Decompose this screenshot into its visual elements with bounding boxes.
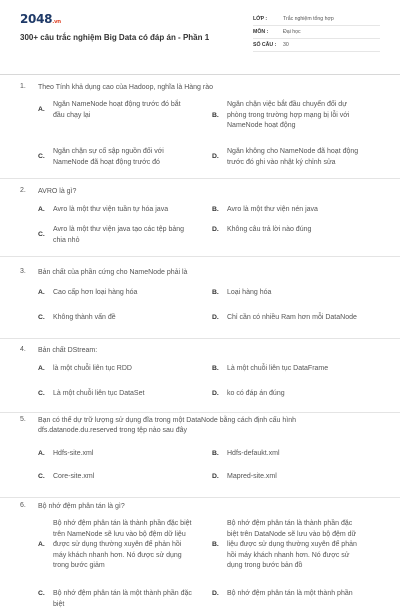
option-text-line: Avro là một thư viện nén java bbox=[227, 206, 318, 213]
meta-row-count bbox=[253, 39, 380, 52]
question-text bbox=[38, 268, 368, 278]
option-text bbox=[227, 589, 353, 600]
question-text-line: Bạn có thể dự trữ lượng sử dụng đĩa trong một DataNode bằng cách định cấu hình bbox=[38, 417, 296, 424]
option-text-line: Ngăn NameNode hoạt động trước đó bắt bbox=[53, 101, 181, 108]
answer-option[interactable] bbox=[38, 313, 203, 324]
option-text-line: là một chuỗi liên tục RDD bbox=[53, 365, 132, 372]
option-letter: B. bbox=[212, 111, 219, 119]
option-text-line: được sử dụng thường xuyên để phản hồi bbox=[53, 541, 182, 548]
question-text-line: Theo Tính khả dụng cao của Hadoop, nghĩa là Hàng rào bbox=[38, 84, 213, 91]
question-text bbox=[38, 416, 368, 436]
option-letter: B. bbox=[212, 206, 219, 213]
option-text bbox=[227, 519, 357, 572]
meta-value: Đại học bbox=[283, 29, 301, 35]
option-text bbox=[53, 449, 93, 460]
option-text bbox=[227, 225, 311, 236]
question-text bbox=[38, 346, 368, 356]
option-text-line: Hdfs-defaukt.xml bbox=[227, 450, 280, 457]
option-text-line: trước đó ghi vào nhật ký chỉnh sửa bbox=[227, 158, 336, 166]
option-text-line: trong bước giảm bbox=[53, 562, 105, 569]
page-title: 300+ câu trắc nghiệm Big Data có đáp án - Phần 1 bbox=[20, 33, 210, 42]
option-text bbox=[53, 472, 94, 483]
option-letter: B. bbox=[212, 289, 219, 296]
meta-table bbox=[253, 13, 380, 52]
option-letter: A. bbox=[38, 365, 45, 372]
answer-option[interactable] bbox=[212, 288, 377, 299]
option-text bbox=[227, 100, 349, 132]
option-text bbox=[227, 147, 358, 168]
answer-option[interactable] bbox=[212, 589, 377, 611]
question-divider bbox=[0, 178, 400, 179]
option-letter: C. bbox=[38, 231, 45, 239]
option-text-line: chia nhỏ bbox=[53, 236, 80, 244]
option-text bbox=[227, 313, 357, 324]
option-text-line: trên NameNode sẽ lưu vào bộ đệm dữ liệu bbox=[53, 530, 186, 538]
meta-value: 30 bbox=[283, 42, 289, 48]
site-logo[interactable] bbox=[20, 12, 61, 26]
option-text-line: đầu chạy lại bbox=[53, 111, 91, 119]
option-text-line: Bộ nhớ đệm phân tán là thành phần đặc bbox=[227, 520, 353, 527]
answer-option[interactable] bbox=[38, 100, 203, 134]
answer-option[interactable] bbox=[212, 449, 377, 460]
option-text-line: biệt trên DataNode sẽ lưu vào bộ đệm dữ bbox=[227, 530, 357, 538]
option-text-line: ko có đáp án đúng bbox=[227, 390, 285, 397]
option-text-line: Ngăn chặn sự cố sập nguồn đối với bbox=[53, 148, 164, 155]
answer-option[interactable] bbox=[212, 472, 377, 483]
option-text-line: Ngăn chặn việc bắt đầu chuyển đổi dự bbox=[227, 101, 347, 108]
option-text bbox=[53, 147, 164, 168]
answer-option[interactable] bbox=[38, 205, 203, 216]
answer-option[interactable] bbox=[38, 364, 203, 375]
option-letter: D. bbox=[212, 153, 219, 161]
question-number: 2. bbox=[20, 187, 26, 194]
answer-option[interactable] bbox=[38, 389, 203, 400]
answer-option[interactable] bbox=[38, 449, 203, 460]
answer-option[interactable] bbox=[212, 313, 377, 324]
answer-option[interactable] bbox=[212, 205, 377, 216]
option-text-line: Không thành vấn đề bbox=[53, 314, 116, 321]
option-text-line: Ngăn không cho NameNode đã hoạt động bbox=[227, 148, 359, 155]
option-text bbox=[227, 389, 285, 400]
answer-option[interactable] bbox=[38, 589, 203, 611]
answer-option[interactable] bbox=[212, 389, 377, 400]
meta-label: LỚP : bbox=[253, 16, 268, 22]
header-divider bbox=[0, 74, 400, 75]
option-text-line: NameNode hoạt động bbox=[227, 122, 296, 129]
option-text-line: Bộ nhớ đệm phân tán là một thành phần đặc biệt bbox=[53, 590, 192, 608]
option-letter: C. bbox=[38, 314, 45, 321]
answer-option[interactable] bbox=[212, 225, 377, 247]
option-letter: B. bbox=[212, 365, 219, 372]
question-text bbox=[38, 187, 368, 197]
question-text bbox=[38, 502, 368, 512]
option-text-line: máy khách nhanh hơn. Nó được sử dụng bbox=[53, 551, 182, 559]
option-letter: A. bbox=[38, 450, 45, 457]
question-number: 4. bbox=[20, 346, 26, 353]
meta-value: Trắc nghiệm tổng hợp bbox=[283, 16, 334, 22]
option-letter: A. bbox=[38, 289, 45, 296]
question-divider bbox=[0, 256, 400, 257]
option-text bbox=[53, 364, 132, 375]
option-text bbox=[53, 288, 137, 299]
option-text bbox=[53, 205, 168, 216]
answer-option[interactable] bbox=[38, 225, 203, 247]
option-letter: D. bbox=[212, 226, 219, 233]
option-text bbox=[53, 389, 144, 400]
option-text-line: Mapred-site.xml bbox=[227, 473, 277, 480]
question-divider bbox=[0, 497, 400, 498]
option-letter: C. bbox=[38, 473, 45, 480]
option-text bbox=[53, 589, 203, 610]
option-text-line: NameNode đã hoạt động trước đó bbox=[53, 158, 160, 166]
option-letter: A. bbox=[38, 106, 45, 114]
option-letter: B. bbox=[212, 541, 219, 548]
question-number: 1. bbox=[20, 83, 26, 90]
option-letter: A. bbox=[38, 206, 45, 213]
option-text-line: Là một chuỗi liên tục DataFrame bbox=[227, 365, 329, 372]
option-letter: C. bbox=[38, 590, 45, 597]
option-letter: D. bbox=[212, 390, 219, 397]
option-text-line: Loại hàng hóa bbox=[227, 289, 272, 296]
option-text bbox=[53, 225, 184, 246]
option-text-line: Avro là một thư viện java tạo các tệp bảng bbox=[53, 226, 185, 233]
answer-option[interactable] bbox=[38, 147, 203, 171]
logo-main-text: 2048 bbox=[20, 12, 53, 26]
question-number: 5. bbox=[20, 416, 26, 423]
answer-option[interactable] bbox=[212, 147, 377, 171]
option-text-line: hồi máy khách nhanh hơn. Nó được sử bbox=[227, 551, 350, 559]
answer-option[interactable] bbox=[212, 519, 377, 573]
answer-option[interactable] bbox=[38, 472, 203, 483]
logo-suffix-text: .vn bbox=[52, 19, 61, 25]
question-divider bbox=[0, 338, 400, 339]
option-text-line: Chỉ cần có nhiều Ram hơn mỗi DataNode bbox=[227, 314, 357, 321]
option-text bbox=[53, 100, 181, 121]
option-text bbox=[227, 472, 277, 483]
meta-row-subject bbox=[253, 26, 380, 39]
answer-option[interactable] bbox=[212, 100, 377, 134]
option-text bbox=[53, 313, 116, 324]
question-text-line: Bản chất của phần cứng cho NameNode phải là bbox=[38, 269, 188, 276]
document-header bbox=[0, 0, 400, 78]
option-text bbox=[227, 364, 328, 375]
question-text-line: dfs.datanode.du.reserved trong tệp nào sau đây bbox=[38, 427, 188, 434]
question-text-line: AVRO là gì? bbox=[38, 188, 77, 195]
question-text-line: Bản chất DStream: bbox=[38, 347, 98, 354]
option-text bbox=[227, 288, 271, 299]
meta-row-class bbox=[253, 13, 380, 26]
option-text-line: Cao cấp hơn loại hàng hóa bbox=[53, 289, 138, 296]
question-divider bbox=[0, 412, 400, 413]
option-letter: D. bbox=[212, 590, 219, 597]
question-number: 3. bbox=[20, 268, 26, 275]
answer-option[interactable] bbox=[38, 519, 203, 573]
option-text-line: liệu được sử dụng thường xuyên để phản bbox=[227, 541, 357, 548]
option-text-line: Là một chuỗi liên tục DataSet bbox=[53, 390, 145, 397]
option-text-line: Không câu trả lời nào đúng bbox=[227, 226, 312, 233]
question-number: 6. bbox=[20, 502, 26, 509]
option-text-line: Hdfs-site.xml bbox=[53, 450, 94, 457]
option-text-line: Bộ nhớ đệm phân tán là một thành phần bbox=[227, 590, 353, 597]
option-text bbox=[227, 205, 318, 216]
option-text-line: Core-site.xml bbox=[53, 473, 95, 480]
option-text bbox=[227, 449, 280, 460]
option-letter: C. bbox=[38, 390, 45, 397]
option-text-line: phòng trong trường hợp mạng bị lỗi với bbox=[227, 111, 350, 119]
option-text-line: Avro là một thư viện tuần tự hóa java bbox=[53, 206, 169, 213]
option-text-line: Bộ nhớ đệm phân tán là thành phần đặc biệt bbox=[53, 520, 192, 527]
question-text bbox=[38, 83, 368, 93]
option-letter: C. bbox=[38, 153, 45, 161]
option-letter: B. bbox=[212, 450, 219, 457]
option-letter: D. bbox=[212, 314, 219, 321]
answer-option[interactable] bbox=[38, 288, 203, 299]
option-text-line: dụng trong bước bản đồ bbox=[227, 562, 303, 569]
meta-label: MÔN : bbox=[253, 29, 269, 35]
option-letter: D. bbox=[212, 473, 219, 480]
option-letter: A. bbox=[38, 541, 45, 548]
meta-label: SỐ CÂU : bbox=[253, 42, 277, 48]
question-text-line: Bộ nhớ đệm phân tán là gì? bbox=[38, 503, 125, 510]
answer-option[interactable] bbox=[212, 364, 377, 375]
option-text bbox=[53, 519, 191, 572]
